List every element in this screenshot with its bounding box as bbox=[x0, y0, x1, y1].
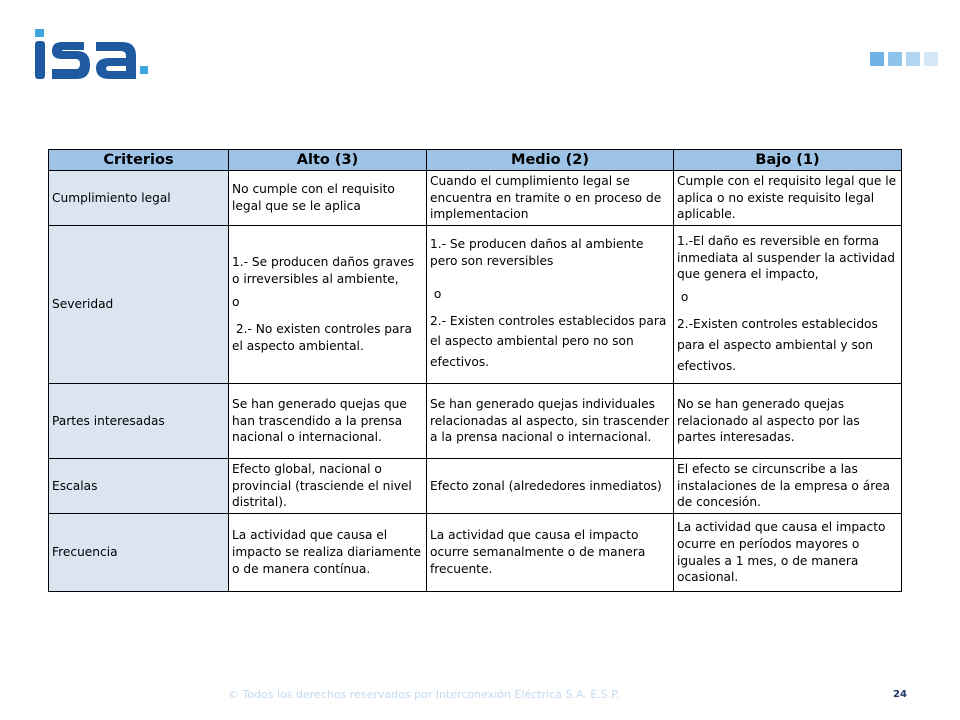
table-row bbox=[49, 514, 902, 592]
footer-copyright: © Todos los derechos reservados por Interconexión Eléctrica S.A. E.S.P. bbox=[228, 688, 620, 701]
table-row bbox=[49, 171, 902, 226]
table-header-row bbox=[49, 150, 902, 171]
alto-cell: La actividad que causa el impacto se realiza diariamente o de manera contínua. bbox=[229, 514, 427, 592]
alto-cell: No cumple con el requisito legal que se le aplica bbox=[229, 171, 427, 226]
table-row bbox=[49, 384, 902, 459]
criterio-cell: Cumplimiento legal bbox=[49, 171, 229, 226]
alto-cell: Efecto global, nacional o provincial (trasciende el nivel distrital). bbox=[229, 459, 427, 514]
decor-square bbox=[870, 52, 884, 66]
decor-square bbox=[924, 52, 938, 66]
medio-cell: 1.- Se producen daños al ambiente pero son reversibles o 2.- Existen controles establecidos para el aspecto ambiental pero no son efectivos. bbox=[427, 226, 674, 384]
bajo-cell: La actividad que causa el impacto ocurre en períodos mayores o iguales a 1 mes, o de manera ocasional. bbox=[674, 514, 902, 592]
header-bajo: Bajo (1) bbox=[674, 150, 902, 171]
bajo-cell: El efecto se circunscribe a las instalaciones de la empresa o área de concesión. bbox=[674, 459, 902, 514]
criterio-cell: Severidad bbox=[49, 226, 229, 384]
bajo-cell: Cumple con el requisito legal que le aplica o no existe requisito legal aplicable. bbox=[674, 171, 902, 226]
criterio-cell: Escalas bbox=[49, 459, 229, 514]
header-criterios: Criterios bbox=[49, 150, 229, 171]
bajo-cell: No se han generado quejas relacionado al aspecto por las partes interesadas. bbox=[674, 384, 902, 459]
criterio-cell: Frecuencia bbox=[49, 514, 229, 592]
header-alto: Alto (3) bbox=[229, 150, 427, 171]
criteria-table bbox=[48, 149, 902, 592]
bajo-cell: 1.-El daño es reversible en forma inmediata al suspender la actividad que genera el impacto, o 2.-Existen controles establecidos para el aspecto ambiental y son efectivos. bbox=[674, 226, 902, 384]
decor-square bbox=[906, 52, 920, 66]
decor-square bbox=[888, 52, 902, 66]
isa-logo bbox=[32, 26, 154, 86]
medio-cell: Cuando el cumplimiento legal se encuentra en tramite o en proceso de implementacion bbox=[427, 171, 674, 226]
medio-cell: La actividad que causa el impacto ocurre semanalmente o de manera frecuente. bbox=[427, 514, 674, 592]
criterio-cell: Partes interesadas bbox=[49, 384, 229, 459]
page-number: 24 bbox=[893, 689, 907, 700]
alto-cell: Se han generado quejas que han trascendido a la prensa nacional o internacional. bbox=[229, 384, 427, 459]
header-medio: Medio (2) bbox=[427, 150, 674, 171]
table-row bbox=[49, 459, 902, 514]
medio-cell: Se han generado quejas individuales relacionadas al aspecto, sin trascender a la prensa nacional o internacional. bbox=[427, 384, 674, 459]
table-row bbox=[49, 226, 902, 384]
medio-cell: Efecto zonal (alrededores inmediatos) bbox=[427, 459, 674, 514]
alto-cell: 1.- Se producen daños graves o irreversibles al ambiente, o 2.- No existen controles para el aspecto ambiental. bbox=[229, 226, 427, 384]
